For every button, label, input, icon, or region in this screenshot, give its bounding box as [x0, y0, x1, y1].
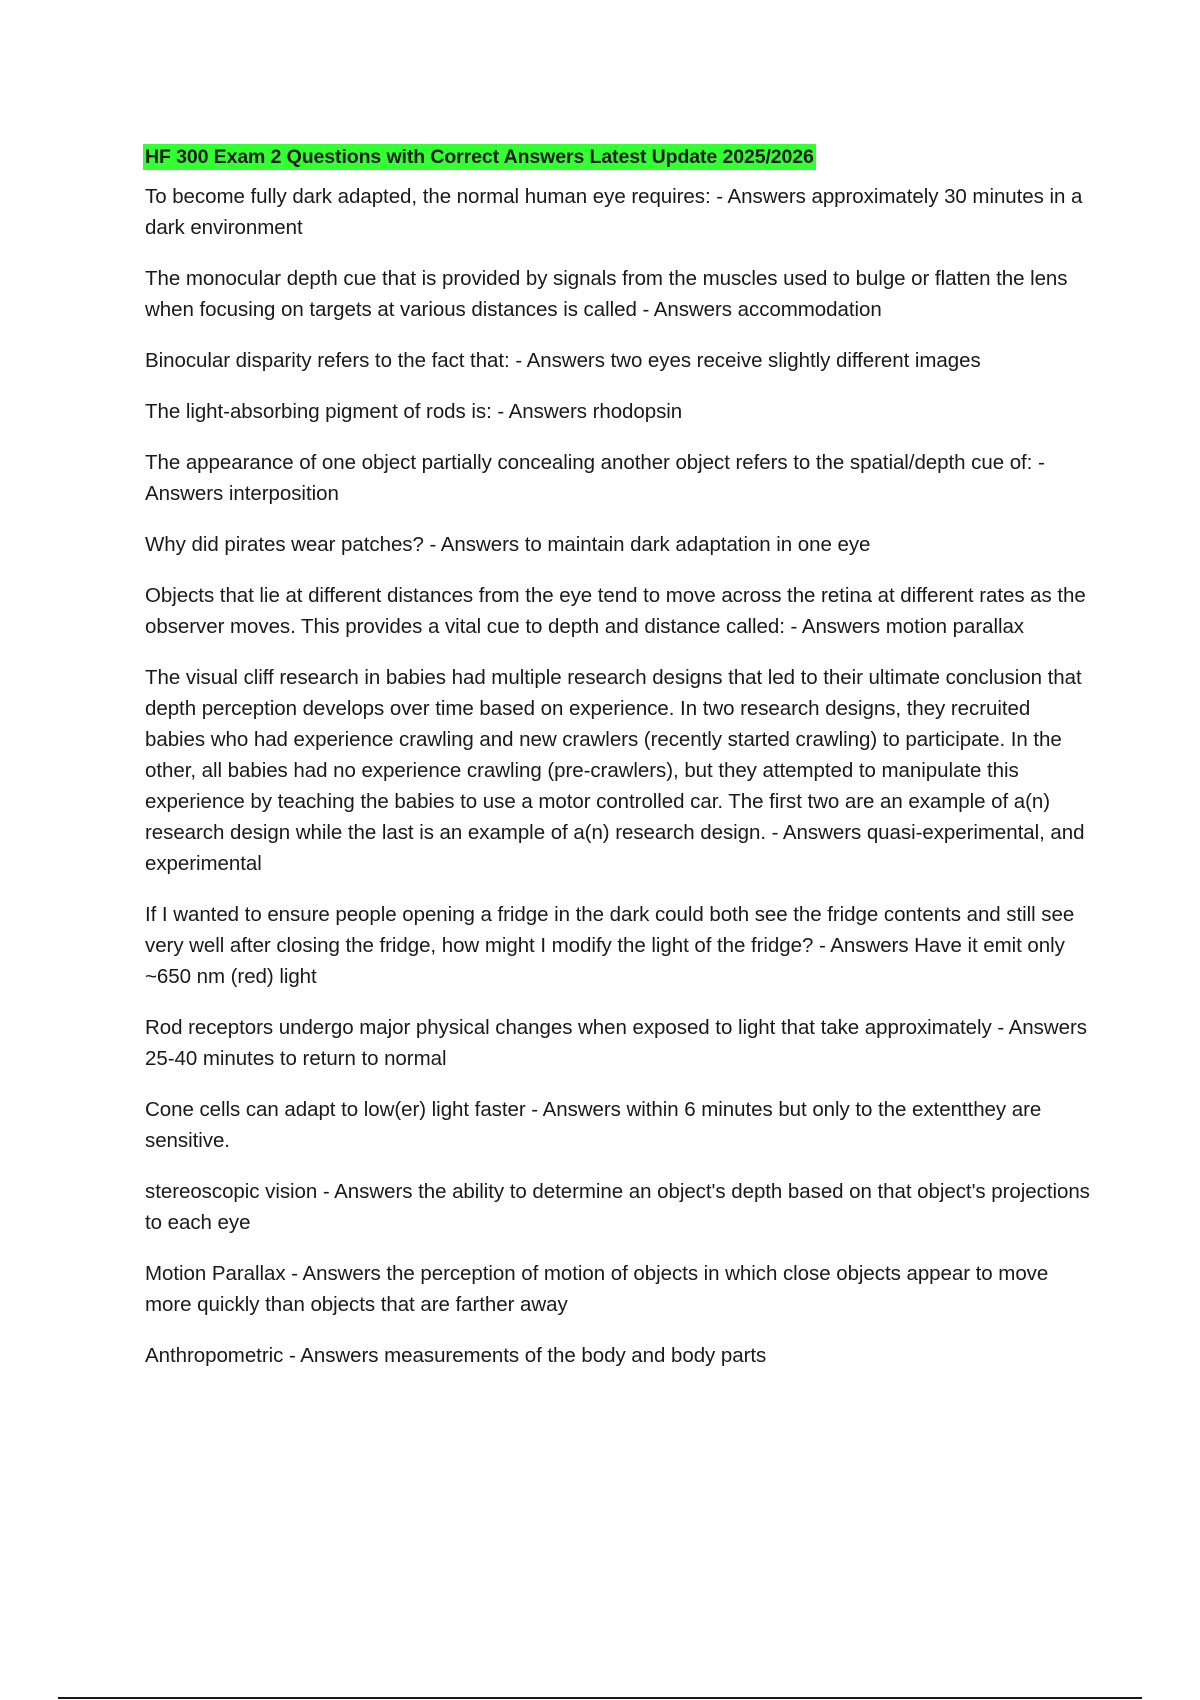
qa-item: Rod receptors undergo major physical changes when exposed to light that take approximately - Answers 25-40 minutes to return to normal: [145, 1016, 1087, 1070]
qa-item: The light-absorbing pigment of rods is: - Answers rhodopsin: [145, 400, 683, 423]
qa-item: Anthropometric - Answers measurements of the body and body parts: [145, 1344, 767, 1367]
qa-item: To become fully dark adapted, the normal human eye requires: - Answers approximately 30 minutes in a dark environment: [145, 185, 1083, 239]
qa-item: Objects that lie at different distances from the eye tend to move across the retina at different rates as the observer moves. This provides a vital cue to depth and distance called: - Answers motion parallax: [145, 584, 1086, 638]
document-title: HF 300 Exam 2 Questions with Correct Answers Latest Update 2025/2026: [145, 146, 814, 168]
qa-item: The appearance of one object partially concealing another object refers to the spatial/depth cue of: - Answers interposition: [145, 451, 1045, 505]
qa-item: Cone cells can adapt to low(er) light faster - Answers within 6 minutes but only to the extentthey are sensitive.: [145, 1098, 1042, 1152]
qa-list: [145, 181, 1090, 1371]
qa-item: Motion Parallax - Answers the perception of motion of objects in which close objects appear to move more quickly than objects that are farther away: [145, 1262, 1049, 1316]
qa-item: Binocular disparity refers to the fact that: - Answers two eyes receive slightly different images: [145, 349, 981, 372]
qa-item: The visual cliff research in babies had multiple research designs that led to their ultimate conclusion that depth perception develops over time based on experience. In two research designs, they recruited babies who had experience crawling and new crawlers (recently started crawling) to participate. In the other, all babies had no experience crawling (pre-crawlers), but they attempted to manipulate this experience by teaching the babies to use a motor controlled car. The first two are an example of a(n) research design while the last is an example of a(n) research design. - Answers quasi-experimental, and experimental: [145, 666, 1085, 875]
qa-item: Why did pirates wear patches? - Answers to maintain dark adaptation in one eye: [145, 533, 871, 556]
qa-item: If I wanted to ensure people opening a fridge in the dark could both see the fridge contents and still see very well after closing the fridge, how might I modify the light of the fridge? - Answers Have it emit only ~650 nm (red) light: [145, 903, 1075, 988]
qa-item: stereoscopic vision - Answers the ability to determine an object's depth based on that object's projections to each eye: [145, 1180, 1090, 1234]
qa-item: The monocular depth cue that is provided by signals from the muscles used to bulge or flatten the lens when focusing on targets at various distances is called - Answers accommodation: [145, 267, 1068, 321]
document-page: [145, 144, 1090, 1391]
footer-rule: [58, 1697, 1142, 1699]
